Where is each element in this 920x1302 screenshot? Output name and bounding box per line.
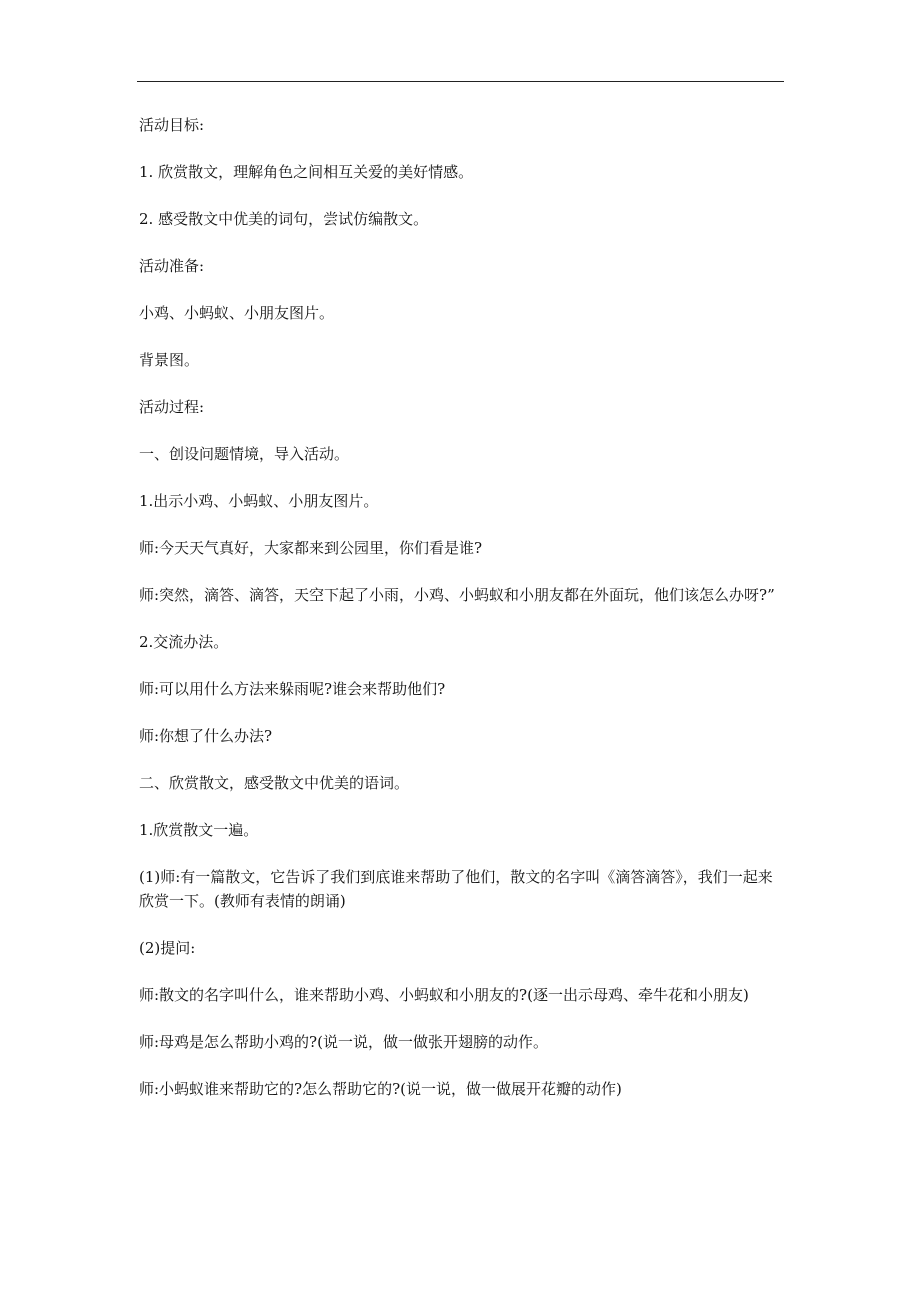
teacher-line: 师:母鸡是怎么帮助小鸡的?(说一说，做一做张开翅膀的动作。 [139, 1033, 548, 1051]
teacher-line: 师:今天天气真好，大家都来到公园里，你们看是谁? [139, 539, 483, 557]
preparation-item-1: 小鸡、小蚂蚁、小朋友图片。 [139, 304, 335, 322]
document-body [139, 113, 784, 1124]
teacher-line: 师:可以用什么方法来躲雨呢?谁会来帮助他们? [139, 680, 446, 698]
process-substep: 1.出示小鸡、小蚂蚁、小朋友图片。 [139, 492, 379, 510]
teacher-line: 师:突然，滴答、滴答，天空下起了小雨，小鸡、小蚂蚁和小朋友都在外面玩，他们该怎么办呀?” [139, 586, 775, 604]
process-step-1-heading: 一、创设问题情境，导入活动。 [139, 445, 350, 463]
preparation-item-2: 背景图。 [139, 351, 200, 369]
header-rule [137, 81, 784, 82]
teacher-line: (1)师:有一篇散文，它告诉了我们到底谁来帮助了他们，散文的名字叫《滴答滴答》，我们一起来欣赏一下。(教师有表情的朗诵) [139, 868, 773, 910]
section-heading-goals: 活动目标: [139, 116, 205, 134]
process-substep: 1.欣赏散文一遍。 [139, 821, 259, 839]
teacher-line: 师:小蚂蚁谁来帮助它的?怎么帮助它的?(说一说，做一做展开花瓣的动作) [139, 1080, 622, 1098]
teacher-line: 师:你想了什么办法? [139, 727, 273, 745]
process-step-2-heading: 二、欣赏散文，感受散文中优美的语词。 [139, 774, 410, 792]
process-substep: (2)提问: [139, 939, 196, 957]
teacher-line: 师:散文的名字叫什么，谁来帮助小鸡、小蚂蚁和小朋友的?(逐一出示母鸡、牵牛花和小朋友) [139, 986, 749, 1004]
section-heading-process: 活动过程: [139, 398, 205, 416]
goal-item-1: 1. 欣赏散文，理解角色之间相互关爱的美好情感。 [139, 163, 474, 181]
section-heading-preparation: 活动准备: [139, 257, 205, 275]
process-substep: 2.交流办法。 [139, 633, 229, 651]
goal-item-2: 2. 感受散文中优美的词句，尝试仿编散文。 [139, 210, 429, 228]
